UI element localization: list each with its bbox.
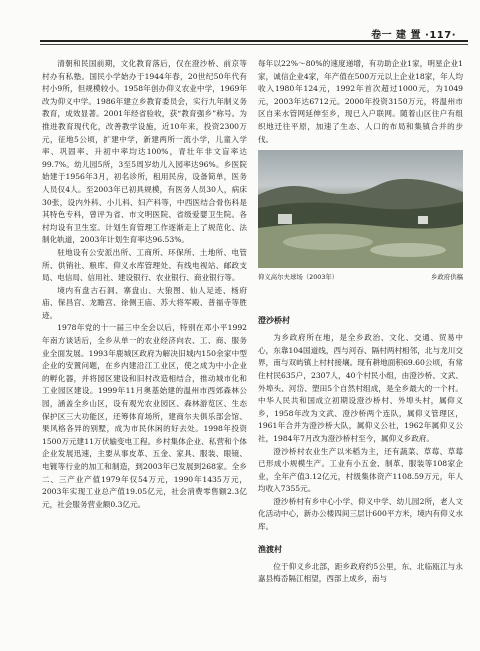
section-title: 渔渡村 (258, 544, 282, 554)
page-header-title: 卷一 建 置 ·117· (371, 30, 456, 41)
section-title: 澄沙桥村 (258, 316, 290, 326)
photo-caption-title: 仰义高尔夫球场（2003年） (258, 273, 339, 282)
paragraph: 位于仰义乡北部，距乡政府约5公里，东、北临瓯江与永嘉县梅岙隔江相望，西部上成乡，南与 (258, 561, 463, 584)
photo-caption-credit: 乡政府供稿 (431, 273, 463, 282)
paragraph: 为乡政府所在地，是全乡政治、文化、交通、贸易中心，东靠104国道线，西与河吞、隔村两村相邻，北与龙川交界，南与双屿镇上村村接壤。现有耕地面积69.60公顷，有常住村民635户，2307人，40个村民小组，由澄沙桥、文武、外埠头、河岱、塑田5个自然村组成，是全乡最大的一个村。中华人民共和国成立初期设澄沙桥村、外埠头村，属仰义乡，1958年改为文武、澄沙桥两个连队，属仰义管理区，1961年合并为澄沙桥大队，属仰义公社，1962年属仰义公社，1984年7月改为澄沙桥村至今，属仰义乡政府。 (258, 333, 463, 443)
paragraph: 清朝和民国前期，文化教育落后，仅在澄沙桥、前京等村办有私塾。国民小学始办于1944年春，20世纪50年代有村小9所，但规模较小。1958年创办仰义农业中学，1969年改为仰义中学。1986年建立乡教育委员会，实行九年制义务教育，成效显著。2001年经省验收，获“教育强乡”称号。为推进教育现代化，改善教学设施，近10年来，投资2300万元，征地5公顷，扩建中学，新建两所一流小学，儿童入学率、巩固率、升初中率均达100%，青壮年非文盲率达99.7%。幼儿园5所，3至5周岁幼儿入园率达96%。乡医院始建于1956年3月，初名诊所，租用民房，设备简单，医务人员仅4人。至2003年已初具规模，有医务人员30人，病床30张，设内外科、小儿科、妇产科等，中西医结合骨伤科是其特色专科，曾评为省、市文明医院、省级爱婴卫生院。各村均设有卫生室。计划生育管理工作逐渐走上了规范化、法制化轨道，2003年计划生育率达96.53%。 (42, 59, 247, 245)
paragraph: 每年以22%～80%的速度递增，有功助企业1家，明星企业1家，诚信企业4家，年产值在500万元以上企业18家，年人均收入1980年124元，1992年首次超过1000元，为1049元，2003年达6712元。2000年投资3150万元，将温州市区自来水管网延伸至乡，现已入户联网。随着山区住户有组织地迁往平原，加速了生态、人口的布局和集镇合并的步伐。 (258, 59, 463, 144)
paragraph: 1978年党的十一届三中全会以后，特别在邓小平1992年南方谈话后，全乡从单一的农业经济向农、工、商、服务业全面发展。1993年鹿城区政府为解决旧城内150余家中型企业的安置问题，在乡内建沿江工业区，使之成为中小企业的孵化器，并将园区建设和旧村改造相结合，推动城市化和工业园区建设。1999年11月奥基始建的温州市西郊森林公园，涵盖全乡山区，设有观光农业园区、森林游览区、生态保护区三大功能区，还筹体育场所，建商尔夫俱乐部会馆、果风格各异的别墅，成为市民休闲的好去处。1998年投资1500万元建11万伏输变电工程。乡村集体企业、私营和个体企业发展迅速，主要从事皮革、五金、家具、服装、眼镜、电镀等行业的加工和制造，到2003年已发展到268家。全乡二、三产业产值1979年仅54万元，1990年1435万元，2003年实现工业总产值19.05亿元，社会消费零售额2.3亿元，社会服务营业额0.3亿元。 (42, 323, 247, 509)
paragraph: 驻地设有公安派出所、工商所、环保所、土地所、电管所、供销社、粮库、仰义水库管理处、有线电视站、邮政支局、电信局、信用社、建设银行、农业银行、商业银行等。 (42, 247, 247, 283)
header-rule-thin (40, 44, 468, 45)
golf-course-photo (258, 150, 463, 268)
paragraph: 澄沙桥村农业生产以米稻为主，还有蔬菜、草莓、草莓已形成小规模生产。工业有小五金、制革、服装等108家企业，全年产值3.12亿元，村级集体资产1108.59万元，年人均收入7355元。 (258, 446, 463, 494)
golf-course-scene (258, 150, 463, 268)
photo-caption (258, 272, 463, 281)
left-column (42, 58, 247, 511)
right-column (258, 58, 463, 586)
page-header (0, 0, 480, 48)
paragraph: 澄沙桥村有乡中心小学、仰义中学、幼儿园2所，老人文化活动中心，新办公楼四间三层计600平方米，境内有仰义水库。 (258, 496, 463, 532)
paragraph: 境内有盘古石洞、寨盘山、大狼图、仙人足迹、杨府庙、保昌宫、龙瞻宫、徐侧王庙、苏大将军殿、普福寺等胜迹。 (42, 285, 247, 320)
